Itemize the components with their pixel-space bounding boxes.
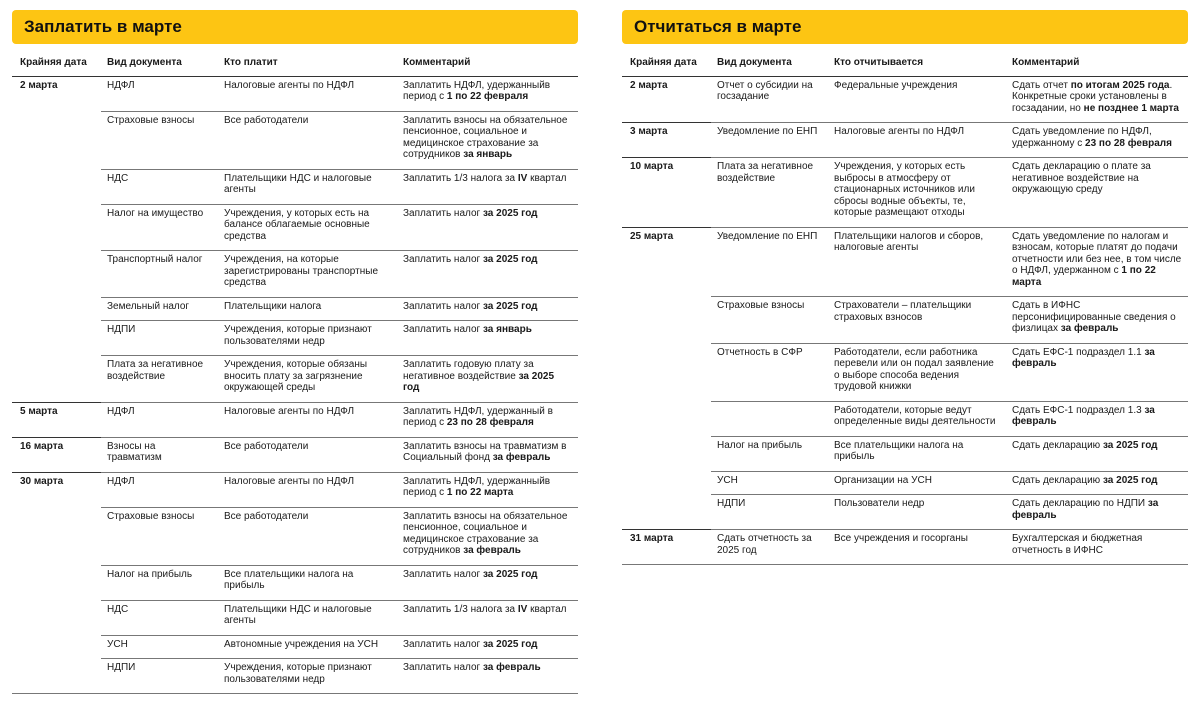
table-row — [12, 297, 578, 321]
table-row — [12, 635, 578, 659]
comment-cell — [1006, 297, 1188, 344]
responsible-cell: Учреждения, которые признают пользователями недр — [218, 321, 397, 356]
comment-text: Бухгалтерская и бюджетная отчетность в ИФНС — [1012, 533, 1143, 556]
comment-emphasis: 1 по 22 марта — [446, 487, 514, 498]
header-document-type: Вид документа — [101, 44, 218, 76]
deadline-cell: 5 марта — [12, 402, 101, 437]
responsible-cell: Плательщики налогов и сборов, налоговые агенты — [828, 227, 1006, 297]
comment-emphasis: за 2025 год — [482, 207, 538, 219]
comment-emphasis: за февраль — [463, 545, 521, 556]
document-type-cell: Налог на имущество — [101, 204, 218, 251]
table-row — [622, 401, 1188, 436]
document-type-cell: НДПИ — [711, 495, 828, 530]
comment-text: Заплатить 1/3 налога за — [403, 603, 518, 615]
responsible-cell: Налоговые агенты по НДФЛ — [828, 123, 1006, 158]
deadline-cell: 30 марта — [12, 472, 101, 507]
document-type-cell: УСН — [101, 635, 218, 659]
document-type-cell: Страховые взносы — [711, 297, 828, 344]
comment-text: Сдать уведомление по налогам и взносам, которые платят до подачи отчетности или без нее, в том числе о НДФЛ, удержанном с — [1012, 230, 1182, 276]
document-type-cell: НДФЛ — [101, 402, 218, 437]
comment-emphasis: за 2025 год — [482, 300, 538, 312]
table-row — [12, 169, 578, 204]
responsible-cell: Все плательщики налога на прибыль — [828, 436, 1006, 471]
comment-text: Заплатить взносы на обязательное пенсионное, социальное и медицинское страхование за сотрудников — [403, 510, 568, 556]
document-type-cell: УСН — [711, 471, 828, 495]
comment-cell — [397, 600, 578, 635]
deadline-cell — [12, 659, 101, 694]
responsible-cell: Все учреждения и госорганы — [828, 530, 1006, 565]
comment-text: Заплатить взносы на травматизм в Социальный фонд — [403, 440, 567, 463]
report-in-march-title: Отчитаться в марте — [622, 10, 1188, 44]
responsible-cell: Все работодатели — [218, 111, 397, 169]
comment-emphasis: за февраль — [482, 662, 541, 673]
table-row — [12, 251, 578, 298]
deadline-cell — [622, 471, 711, 495]
comment-text: Сдать отчет — [1012, 79, 1071, 91]
responsible-cell: Плательщики налога — [218, 297, 397, 321]
responsible-cell: Все работодатели — [218, 437, 397, 472]
document-type-cell: Страховые взносы — [101, 111, 218, 169]
responsible-cell: Работодатели, которые ведут определенные виды деятельности — [828, 401, 1006, 436]
pay-in-march-table — [12, 44, 578, 694]
table-row — [12, 356, 578, 403]
comment-emphasis: 23 по 28 февраля — [1085, 137, 1172, 149]
responsible-cell: Федеральные учреждения — [834, 79, 958, 91]
comment-text: Заплатить налог — [403, 324, 483, 335]
comment-text: квартал — [527, 172, 567, 184]
comment-cell — [397, 111, 578, 169]
table-row — [622, 530, 1188, 565]
comment-emphasis: за 2025 год — [1102, 439, 1158, 451]
responsible-cell: Учреждения, у которых есть на балансе облагаемые основные средства — [218, 204, 397, 251]
comment-emphasis: за февраль — [1060, 323, 1119, 334]
responsible-cell: Страхователи – плательщики страховых взносов — [828, 297, 1006, 344]
comment-text: Сдать декларацию — [1012, 474, 1103, 486]
table-row — [622, 343, 1188, 401]
comment-text: Заплатить налог — [403, 207, 483, 219]
table-row — [622, 227, 1188, 297]
table-row — [622, 76, 1188, 123]
responsible-cell: Учреждения, на которые зарегистрированы транспортные средства — [218, 251, 397, 298]
deadline-cell — [622, 343, 711, 401]
table-header-row — [12, 44, 578, 76]
comment-text: Заплатить взносы на обязательное пенсионное, социальное и медицинское страхование за сотрудников — [403, 114, 568, 160]
comment-text: Сдать декларацию — [1012, 439, 1103, 451]
comment-cell — [397, 635, 578, 659]
report-in-march-table — [622, 44, 1188, 565]
comment-text: квартал — [527, 603, 567, 615]
comment-cell — [397, 402, 578, 437]
comment-text: Сдать в ИФНС персонифицированные сведения о физлицах — [1012, 300, 1176, 334]
comment-text: Сдать уведомление по НДФЛ, удержанному с — [1012, 126, 1152, 149]
header-who-pays: Кто платит — [218, 44, 397, 76]
comment-cell — [397, 321, 578, 356]
deadline-cell — [622, 401, 711, 436]
comment-cell — [397, 437, 578, 472]
responsible-cell: Налоговые агенты по НДФЛ — [218, 402, 397, 437]
comment-cell — [397, 565, 578, 600]
document-type-cell: Отчет о субсидии на госзадание — [717, 79, 813, 102]
deadline-cell — [12, 297, 101, 321]
comment-emphasis: по итогам 2025 года — [1070, 79, 1170, 91]
table-row — [622, 471, 1188, 495]
document-type-cell: Транспортный налог — [101, 251, 218, 298]
comment-cell — [1006, 436, 1188, 471]
comment-emphasis: 1 по 22 февраля — [446, 91, 529, 102]
deadline-cell — [12, 356, 101, 403]
deadline-cell: 25 марта — [622, 227, 711, 297]
document-type-cell: НДС — [101, 169, 218, 204]
deadline-cell — [12, 169, 101, 204]
table-row — [12, 321, 578, 356]
responsible-cell: Налоговые агенты по НДФЛ — [224, 79, 355, 91]
table-header-row — [622, 44, 1188, 76]
deadline-cell — [622, 297, 711, 344]
responsible-cell: Учреждения, которые обязаны вносить плату за загрязнение окружающей среды — [218, 356, 397, 403]
comment-text: Сдать ЕФС-1 подраздел 1.1 — [1012, 346, 1145, 358]
document-type-cell: Страховые взносы — [101, 507, 218, 565]
comment-text: Заплатить НДФЛ, удержанный в период с — [403, 405, 553, 428]
table-row — [12, 565, 578, 600]
comment-cell — [397, 472, 578, 507]
comment-text: Сдать декларацию по НДПИ — [1012, 498, 1148, 509]
comment-text: Сдать декларацию о плате за негативное воздействие на окружающую среду — [1012, 161, 1151, 195]
table-row — [12, 111, 578, 169]
responsible-cell: Учреждения, которые признают пользователями недр — [218, 659, 397, 694]
table-row — [622, 495, 1188, 530]
table-row — [12, 659, 578, 694]
comment-text: Заплатить НДФЛ, удержанный — [403, 475, 545, 487]
comment-cell — [1006, 495, 1188, 530]
comment-text: Заплатить налог — [403, 662, 483, 673]
comment-text: Сдать ЕФС-1 подраздел 1.3 — [1012, 404, 1145, 416]
document-type-cell: Земельный налог — [101, 297, 218, 321]
comment-cell — [397, 251, 578, 298]
document-type-cell: НДПИ — [101, 321, 218, 356]
table-row — [622, 297, 1188, 344]
comment-cell — [397, 204, 578, 251]
deadline-cell: 2 марта — [12, 76, 101, 111]
comment-emphasis: за 2025 год — [482, 638, 538, 650]
comment-emphasis: за 2025 год — [1102, 474, 1158, 486]
header-comment: Комментарий — [397, 44, 578, 76]
comment-text: Заплатить налог — [403, 638, 483, 650]
table-row — [12, 507, 578, 565]
comment-cell — [397, 297, 578, 321]
comment-emphasis: за 2025 год — [482, 568, 538, 580]
comment-emphasis: за январь — [463, 149, 513, 160]
responsible-cell: Пользователи недр — [828, 495, 1006, 530]
document-type-cell: Плата за негативное воздействие — [101, 356, 218, 403]
comment-cell — [397, 659, 578, 694]
comment-cell — [1006, 471, 1188, 495]
comment-emphasis: 1 по 22 марта — [1012, 265, 1156, 288]
comment-text: Заплатить годовую плату за негативное воздействие — [403, 359, 534, 382]
header-who-reports: Кто отчитывается — [828, 44, 1006, 76]
deadline-cell — [12, 321, 101, 356]
comment-cell — [1006, 76, 1188, 123]
deadline-cell — [12, 111, 101, 169]
table-row — [12, 204, 578, 251]
deadline-cell — [622, 495, 711, 530]
comment-emphasis: за январь — [482, 324, 532, 335]
responsible-cell: Плательщики НДС и налоговые агенты — [218, 600, 397, 635]
comment-cell — [397, 76, 578, 111]
comment-text: Заплатить налог — [403, 300, 483, 312]
document-type-cell: Отчетность в СФР — [711, 343, 828, 401]
deadline-cell — [12, 507, 101, 565]
deadline-cell — [12, 635, 101, 659]
comment-text: в период с — [403, 79, 551, 102]
comment-emphasis: за февраль — [1012, 346, 1155, 369]
header-deadline: Крайняя дата — [622, 44, 711, 76]
table-row — [12, 600, 578, 635]
comment-emphasis: 23 по 28 февраля — [446, 417, 534, 428]
comment-emphasis: за 2025 год — [482, 254, 538, 265]
document-type-cell: Плата за негативное воздействие — [711, 158, 828, 228]
deadline-cell: 2 марта — [622, 76, 711, 123]
document-type-cell — [711, 401, 828, 436]
document-type-cell: Налог на прибыль — [101, 565, 218, 600]
table-row — [622, 123, 1188, 158]
comment-text: Заплатить налог — [403, 568, 483, 580]
comment-text: Заплатить НДФЛ, удержанный — [403, 79, 545, 91]
table-row — [622, 158, 1188, 228]
responsible-cell: Все работодатели — [218, 507, 397, 565]
document-type-cell: НДС — [101, 600, 218, 635]
comment-cell — [397, 356, 578, 403]
table-row — [12, 76, 578, 111]
deadline-cell — [12, 251, 101, 298]
comment-cell — [1006, 530, 1188, 565]
responsible-cell: Учреждения, у которых есть выбросы в атмосферу от стационарных источников или сбросы водные объекты, те, которые размещают отходы — [828, 158, 1006, 228]
table-row — [12, 472, 578, 507]
comment-cell — [1006, 158, 1188, 228]
comment-text: . Конкретные сроки установлены в госзадании, но — [1012, 79, 1173, 114]
deadline-cell — [622, 436, 711, 471]
responsible-cell: Налоговые агенты по НДФЛ — [218, 472, 397, 507]
comment-text: Заплатить налог — [403, 254, 483, 265]
responsible-cell: Плательщики НДС и налоговые агенты — [218, 169, 397, 204]
document-type-cell: НДФЛ — [107, 79, 135, 91]
comment-text: Заплатить 1/3 налога за — [403, 172, 518, 184]
comment-cell — [397, 507, 578, 565]
deadline-cell — [12, 600, 101, 635]
deadline-cell: 31 марта — [622, 530, 711, 565]
responsible-cell: Организации на УСН — [828, 471, 1006, 495]
comment-emphasis: не позднее 1 марта — [1083, 102, 1179, 114]
document-type-cell: Уведомление по ЕНП — [711, 123, 828, 158]
pay-in-march-title: Заплатить в марте — [12, 10, 578, 44]
table-row — [12, 402, 578, 437]
comment-emphasis: за февраль — [492, 452, 551, 463]
document-type-cell: Взносы на травматизм — [101, 437, 218, 472]
responsible-cell: Автономные учреждения на УСН — [218, 635, 397, 659]
table-row — [12, 437, 578, 472]
header-document-type: Вид документа — [711, 44, 828, 76]
deadline-cell: 3 марта — [622, 123, 711, 158]
deadline-cell — [12, 565, 101, 600]
comment-emphasis: IV — [517, 172, 528, 184]
header-deadline: Крайняя дата — [12, 44, 101, 76]
deadline-cell: 16 марта — [12, 437, 101, 472]
pay-in-march-panel — [12, 10, 578, 694]
comment-cell — [1006, 123, 1188, 158]
comment-cell — [397, 169, 578, 204]
responsible-cell: Работодатели, если работника перевели или он подал заявление о выборе способа ведения трудовой книжки — [828, 343, 1006, 401]
comment-emphasis: за 2025 год — [403, 370, 555, 393]
report-in-march-panel — [622, 10, 1188, 565]
comment-cell — [1006, 343, 1188, 401]
comment-emphasis: за февраль — [1012, 404, 1155, 427]
deadline-cell — [12, 204, 101, 251]
comment-emphasis: IV — [517, 603, 528, 615]
responsible-cell: Все плательщики налога на прибыль — [218, 565, 397, 600]
table-row — [622, 436, 1188, 471]
document-type-cell: Сдать отчетность за 2025 год — [711, 530, 828, 565]
document-type-cell: НДПИ — [101, 659, 218, 694]
document-type-cell: НДФЛ — [101, 472, 218, 507]
comment-text: в период с — [403, 475, 551, 498]
comment-cell — [1006, 227, 1188, 297]
deadline-cell: 10 марта — [622, 158, 711, 228]
comment-emphasis: за февраль — [1012, 498, 1159, 521]
document-type-cell: Налог на прибыль — [711, 436, 828, 471]
comment-cell — [1006, 401, 1188, 436]
header-comment: Комментарий — [1006, 44, 1188, 76]
document-type-cell: Уведомление по ЕНП — [711, 227, 828, 297]
